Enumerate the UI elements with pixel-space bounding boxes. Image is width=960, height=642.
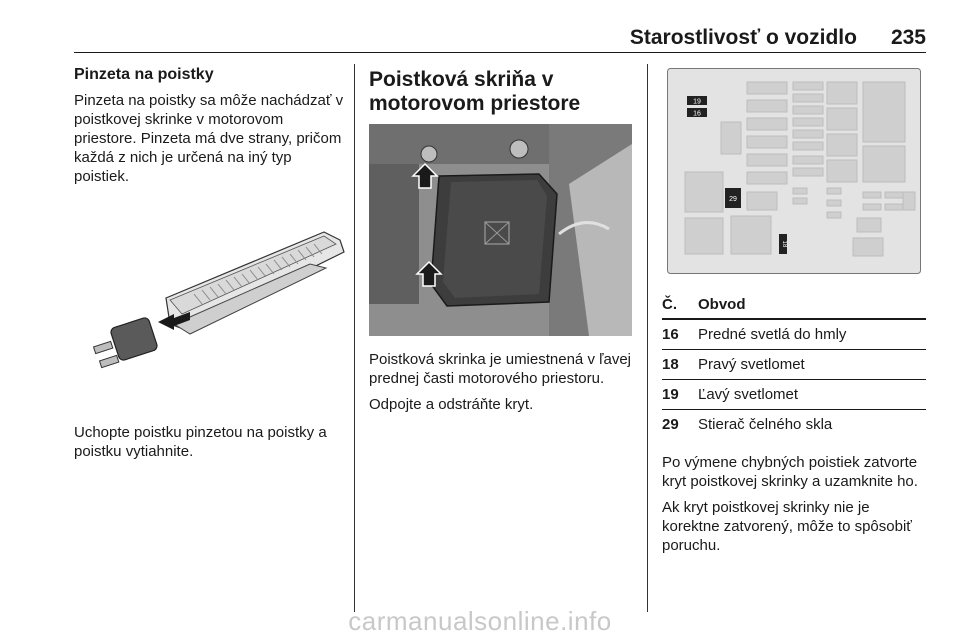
column-divider: [647, 64, 648, 612]
column-header-number: Č.: [662, 296, 677, 313]
fuse-label: 29: [729, 196, 737, 203]
fuse-label: 18: [781, 240, 787, 248]
row-circuit: Pravý svetlomet: [698, 356, 805, 373]
page-number: 235: [890, 26, 926, 49]
row-circuit: Predné svetlá do hmly: [698, 326, 847, 343]
row-circuit: Stierač čelného skla: [698, 416, 833, 433]
section-heading: Poistková skriňa v motorovom priestore: [369, 68, 581, 115]
paragraph: Poistková skrinka je umiestnená v ľavej prednej časti motorového priestoru.: [369, 351, 631, 387]
fuse-label: 19: [693, 98, 701, 106]
fuse-layout-diagram: [667, 68, 921, 274]
row-number: 16: [662, 326, 679, 343]
row-number: 19: [662, 386, 679, 403]
page-header: [74, 26, 926, 50]
engine-compartment-photo: [369, 124, 632, 336]
row-number: 18: [662, 356, 679, 373]
table-row: [662, 320, 926, 350]
paragraph: Po výmene chybných poistiek zatvorte kryt poistkovej skrinky a uzamknite ho.: [662, 454, 918, 490]
header-title: Starostlivosť o vozidlo: [629, 26, 857, 49]
section-heading: Pinzeta na poistky: [74, 66, 214, 83]
paragraph: Uchopte poistku pinzetou na poistky a poistku vytiahnite.: [74, 424, 327, 460]
fuse-tweezers-section: [74, 66, 346, 186]
table-row: [662, 410, 926, 439]
fuse-table: [662, 296, 926, 439]
table-row: [662, 350, 926, 380]
header-rule: [74, 52, 926, 53]
fuse-box-description: [369, 350, 631, 414]
row-circuit: Ľavý svetlomet: [698, 386, 799, 403]
fuse-icon: [94, 317, 159, 368]
table-header: [662, 296, 926, 316]
paragraph: Pinzeta na poistky sa môže nachádzať v poistkovej skrinke v motorovom priestore. Pinzeta má dve strany, pričom každá z nich je určená na iný typ poistiek.: [74, 92, 344, 185]
row-number: 29: [662, 416, 679, 433]
column-divider: [354, 64, 355, 612]
fuse-label: 16: [693, 110, 701, 118]
paragraph: Ak kryt poistkovej skrinky nie je korektne zatvorený, môže to spôsobiť poruchu.: [662, 499, 912, 554]
fuse-tweezers-illustration: [74, 218, 346, 378]
column-header-circuit: Obvod: [698, 296, 746, 313]
table-row: [662, 380, 926, 410]
closing-instructions: [662, 453, 926, 555]
paragraph: Odpojte a odstráňte kryt.: [369, 396, 534, 413]
watermark: carmanualsonline.info: [348, 606, 612, 636]
